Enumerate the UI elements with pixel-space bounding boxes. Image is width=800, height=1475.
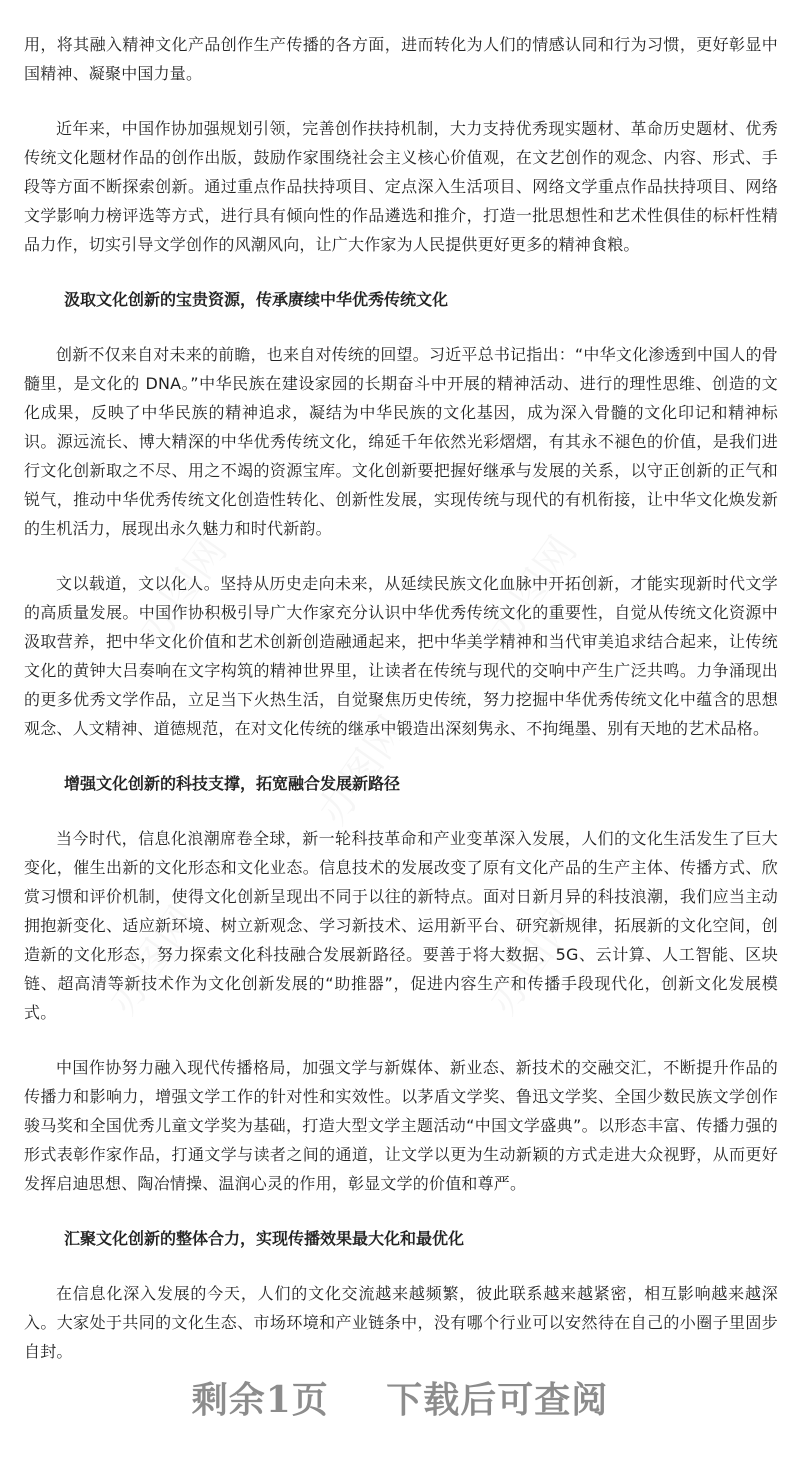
section-heading: 汲取文化创新的宝贵资源，传承赓续中华优秀传统文化 — [64, 290, 449, 309]
paragraph: 用，将其融入精神文化产品创作生产传播的各方面，进而转化为人们的情感认同和行为习惯，更好彰显中国精神、凝聚中国力量。 — [24, 35, 778, 83]
download-prompt[interactable] — [0, 1372, 800, 1423]
paragraph: 创新不仅来自对未来的前瞻，也来自对传统的回望。习近平总书记指出：“中华文化渗透到中国人的骨髓里，是文化的 DNA。”中华民族在建设家园的长期奋斗中开展的精神活动、进行的理性思维、创造的文化成果，反映了中华民族的精神追求，凝结为中华民族的文化基因，成为深入骨髓的文化印记和精神标识。源远流长、博大精深的中华优秀传统文化，绵延千年依然光彩熠熠，有其永不褪色的价值，是我们进行文化创新取之不尽、用之不竭的资源宝库。文化创新要把握好继承与发展的关系，以守正创新的正气和锐气，推动中华优秀传统文化创造性转化、创新性发展，实现传统与现代的有机衔接，让中华文化焕发新的生机活力，展现出永久魅力和时代新韵。 — [24, 345, 778, 538]
document-body — [24, 30, 778, 1366]
section-heading: 汇聚文化创新的整体合力，实现传播效果最大化和最优化 — [64, 1229, 465, 1248]
paragraph: 中国作协努力融入现代传播格局，加强文学与新媒体、新业态、新技术的交融交汇，不断提升作品的传播力和影响力，增强文学工作的针对性和实效性。以茅盾文学奖、鲁迅文学奖、全国少数民族文学创作骏马奖和全国优秀儿童文学奖为基础，打造大型文学主题活动“中国文学盛典”。以形态丰富、传播力强的形式表彰作家作品，打通文学与读者之间的通道，让文学以更为生动新颖的方式走进大众视野，从而更好发挥启迪思想、陶冶情操、温润心灵的作用，彰显文学的价值和尊严。 — [24, 1058, 778, 1193]
paragraph: 近年来，中国作协加强规划引领，完善创作扶持机制，大力支持优秀现实题材、革命历史题材、优秀传统文化题材作品的创作出版，鼓励作家围绕社会主义核心价值观，在文艺创作的观念、内容、形式、手段等方面不断探索创新。通过重点作品扶持项目、定点深入生活项目、网络文学重点作品扶持项目、网络文学影响力榜评选等方式，进行具有倾向性的作品遴选和推介，打造一批思想性和艺术性俱佳的标杆性精品力作，切实引导文学创作的风潮风向，让广大作家为人民提供更好更多的精神食粮。 — [24, 119, 778, 254]
paragraph: 在信息化深入发展的今天，人们的文化交流越来越频繁，彼此联系越来越紧密，相互影响越来越深入。大家处于共同的文化生态、市场环境和产业链条中，没有哪个行业可以安然待在自己的小圈子里固步自封。 — [24, 1284, 778, 1361]
paragraph: 文以载道，文以化人。坚持从历史走向未来，从延续民族文化血脉中开拓创新，才能实现新时代文学的高质量发展。中国作协积极引导广大作家充分认识中华优秀传统文化的重要性，自觉从传统文化资源中汲取营养，把中华文化价值和艺术创新创造融通起来，把中华美学精神和当代审美追求结合起来，让传统文化的黄钟大吕奏响在文字构筑的精神世界里，让读者在传统与现代的交响中产生广泛共鸣。力争涌现出的更多优秀文学作品，立足当下火热生活，自觉聚焦历史传统，努力挖掘中华优秀传统文化中蕴含的思想观念、人文精神、道德规范，在对文化传统的继承中锻造出深刻隽永、不拘绳墨、别有天地的艺术品格。 — [24, 574, 778, 738]
section-heading: 增强文化创新的科技支撑，拓宽融合发展新路径 — [64, 774, 401, 793]
download-to-view-label[interactable]: 下载后可查阅 — [386, 1379, 609, 1421]
remaining-pages-label: 剩余1页 — [191, 1379, 329, 1421]
paragraph: 当今时代，信息化浪潮席卷全球，新一轮科技革命和产业变革深入发展，人们的文化生活发生了巨大变化，催生出新的文化形态和文化业态。信息技术的发展改变了原有文化产品的生产主体、传播方式、欣赏习惯和评价机制，使得文化创新呈现出不同于以往的新特点。面对日新月异的科技浪潮，我们应当主动拥抱新变化、适应新环境、树立新观念、学习新技术、运用新平台、研究新规律，拓展新的文化空间，创造新的文化形态，努力探索文化科技融合发展新路径。要善于将大数据、5G、云计算、人工智能、区块链、超高清等新技术作为文化创新发展的“助推器”，促进内容生产和传播手段现代化，创新文化发展模式。 — [24, 829, 778, 1022]
